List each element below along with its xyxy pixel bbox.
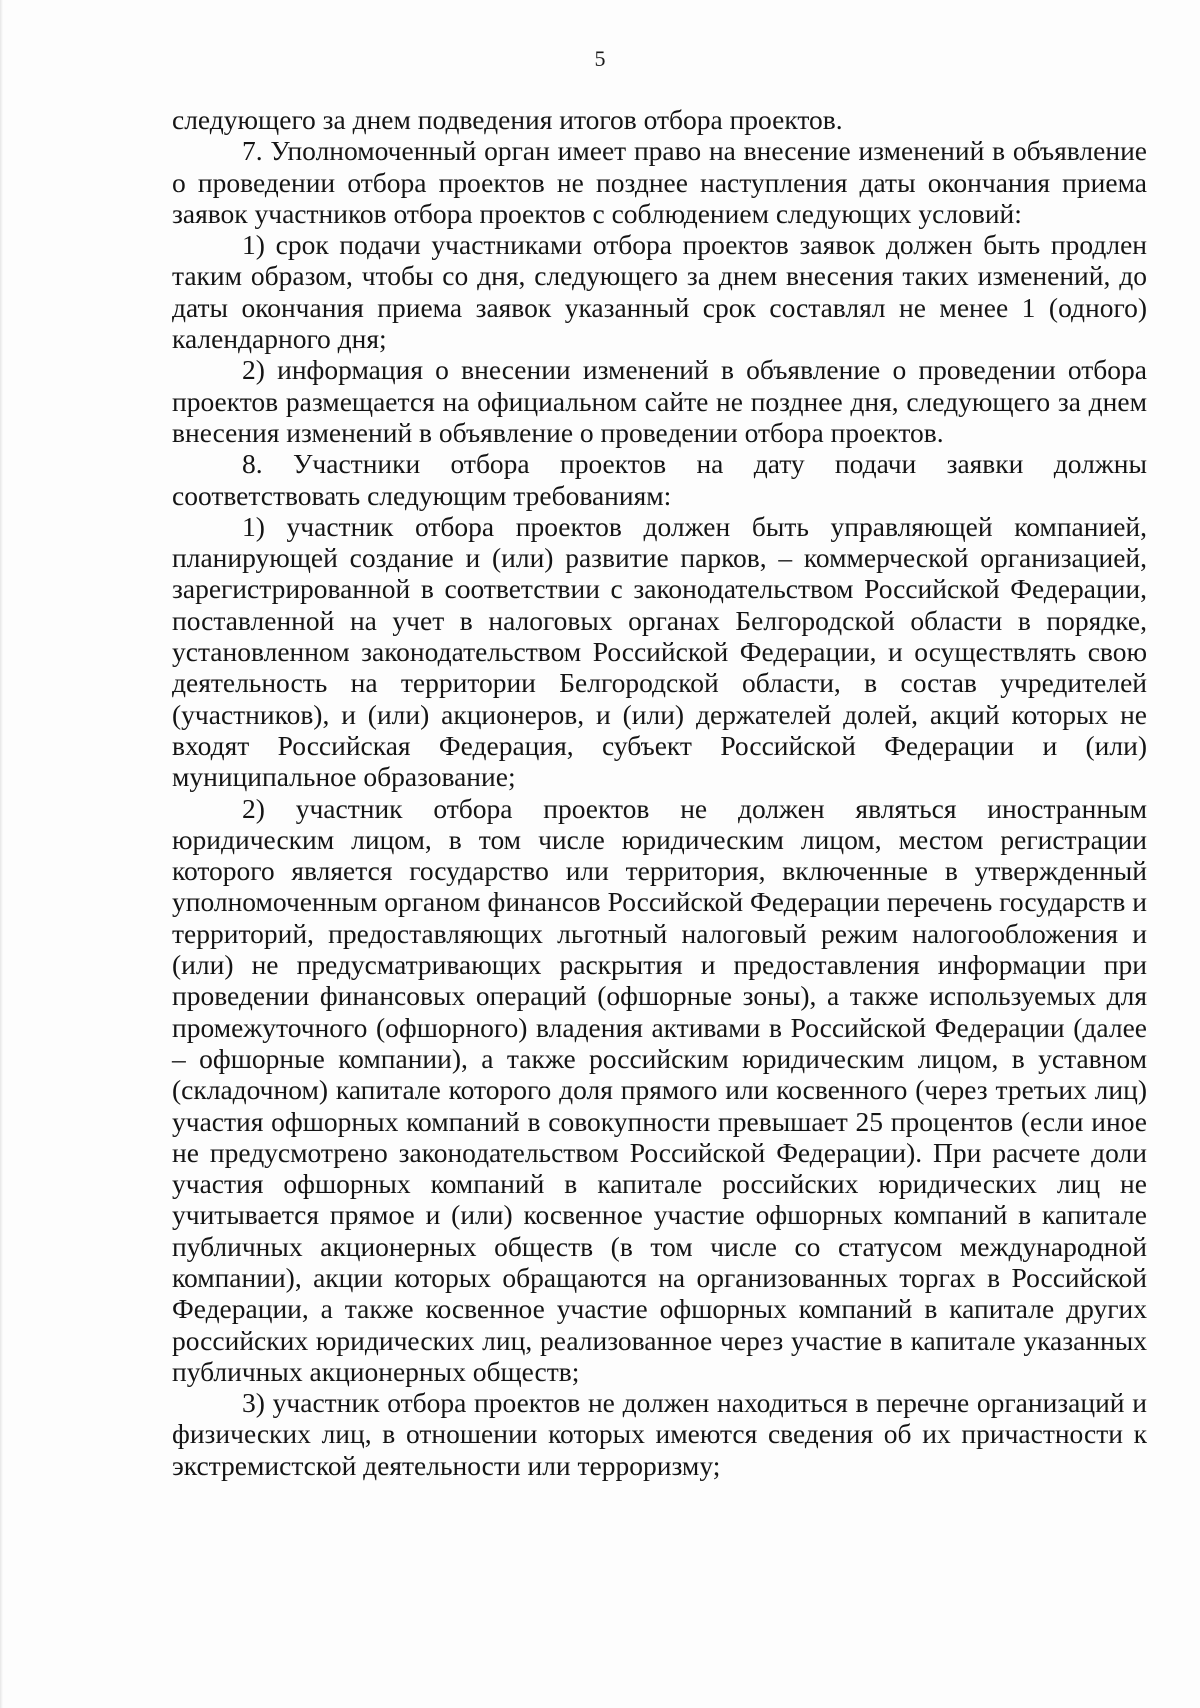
paragraph-continuation: следующего за днем подведения итогов отбора проектов.	[172, 104, 843, 135]
page-number: 5	[594, 46, 606, 71]
document-body	[172, 104, 1147, 1481]
paragraph-item-8-3: 3) участник отбора проектов не должен находиться в перечне организаций и физических лиц, в отношении которых имеются сведения об их причастности к экстремистской деятельности или терроризму;	[172, 1387, 1147, 1481]
paragraph-item-7-1: 1) срок подачи участниками отбора проектов заявок должен быть продлен таким образом, чтобы со дня, следующего за днем внесения таких изменений, до даты окончания приема заявок указанный срок составлял не менее 1 (одного) календарного дня;	[172, 229, 1147, 355]
paragraph-item-7: 7. Уполномоченный орган имеет право на внесение изменений в объявление о проведении отбора проектов не позднее наступления даты окончания приема заявок участников отбора проектов с соблюдением следующих условий:	[172, 135, 1147, 229]
paragraph-item-7-2: 2) информация о внесении изменений в объявление о проведении отбора проектов размещается на официальном сайте не позднее дня, следующего за днем внесения изменений в объявление о проведении отбора проектов.	[172, 354, 1147, 448]
paragraph-item-8: 8. Участники отбора проектов на дату подачи заявки должны соответствовать следующим требованиям:	[172, 448, 1147, 511]
paragraph-item-8-2: 2) участник отбора проектов не должен являться иностранным юридическим лицом, в том числе юридическим лицом, местом регистрации которого является государство или территория, включенные в утвержденный уполномоченным органом финансов Российской Федерации перечень государств и территорий, предоставляющих льготный налоговый режим налогообложения и (или) не предусматривающих раскрытия и предоставления информации при проведении финансовых операций (офшорные зоны), а также используемых для промежуточного (офшорного) владения активами в Российской Федерации (далее – офшорные компании), а также российским юридическим лицом, в уставном (складочном) капитале которого доля прямого или косвенного (через третьих лиц) участия офшорных компаний в совокупности превышает 25 процентов (если иное не предусмотрено законодательством Российской Федерации). При расчете доли участия офшорных компаний в капитале российских юридических лиц не учитывается прямое и (или) косвенное участие офшорных компаний в капитале публичных акционерных обществ (в том числе со статусом международной компании), акции которых обращаются на организованных торгах в Российской Федерации, а также косвенное участие офшорных компаний в капитале других российских юридических лиц, реализованное через участие в капитале указанных публичных акционерных обществ;	[172, 792, 1147, 1387]
scan-edge	[0, 0, 3, 1708]
paragraph-item-8-1: 1) участник отбора проектов должен быть управляющей компанией, планирующей создание и (или) развитие парков, – коммерческой организацией, зарегистрированной в соответствии с законодательством Российской Федерации, поставленной на учет в налоговых органах Белгородской области в порядке, установленном законодательством Российской Федерации, и осуществлять свою деятельность на территории Белгородской области, в состав учредителей (участников), и (или) акционеров, и (или) держателей долей, акций которых не входят Российская Федерация, субъект Российской Федерации и (или) муниципальное образование;	[172, 510, 1147, 793]
